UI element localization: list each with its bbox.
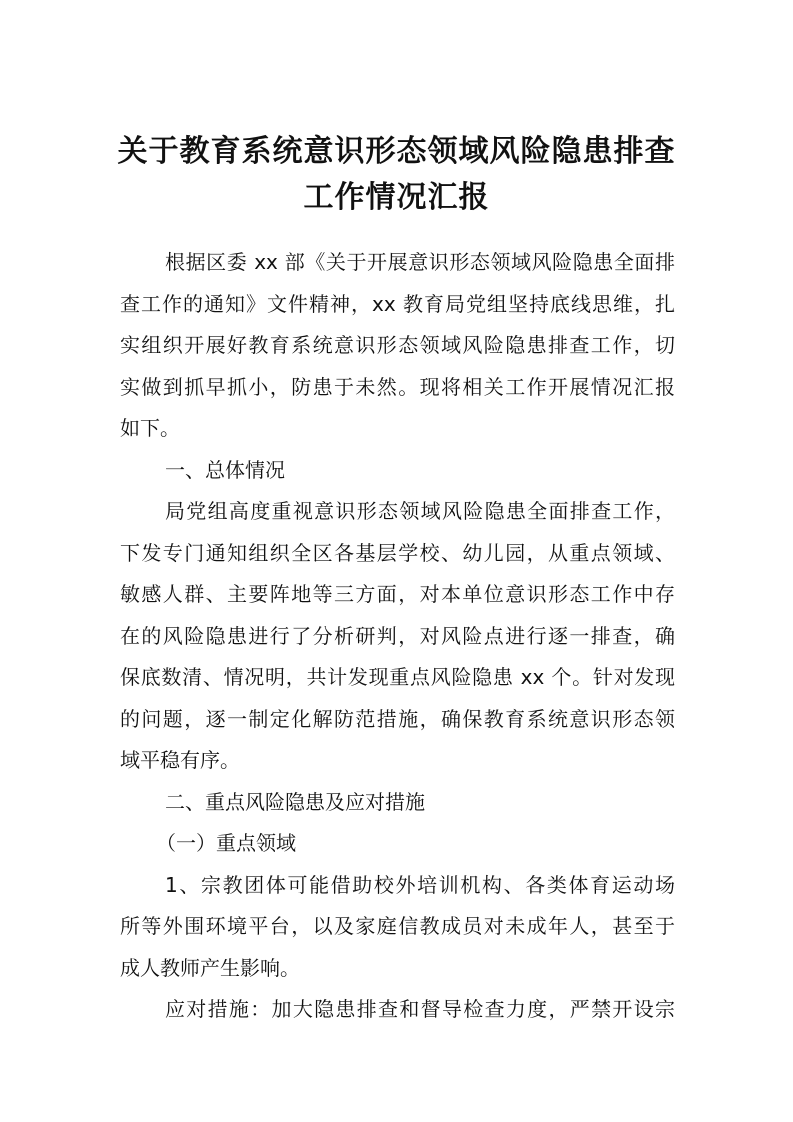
document-title-line-1: 关于教育系统意识形态领域风险隐患排查	[117, 134, 676, 169]
paragraph-line: 在的风险隐患进行了分析研判，对风险点进行逐一排查，确	[120, 623, 675, 648]
paragraph	[120, 450, 675, 492]
paragraph-line: 查工作的通知》文件精神，xx 教育局党组坚持底线思维，扎	[120, 291, 675, 316]
paragraph-line: 实做到抓早抓小，防患于未然。现将相关工作开展情况汇报	[120, 374, 675, 399]
paragraph-line: 1、宗教团体可能借助校外培训机构、各类体育运动场	[165, 872, 675, 897]
paragraph-line: 下发专门通知组织全区各基层学校、幼儿园，从重点领域、	[120, 540, 675, 565]
document-body	[120, 242, 675, 1031]
paragraph-line: 实组织开展好教育系统意识形态领域风险隐患排查工作，切	[120, 333, 675, 357]
document-title-line-2: 工作情况汇报	[303, 180, 490, 215]
paragraph	[120, 242, 675, 450]
paragraph-line: 一、总体情况	[165, 457, 285, 482]
paragraph-line: 所等外围环境平台，以及家庭信教成员对未成年人，甚至于	[120, 914, 675, 938]
paragraph-line: 成人教师产生影响。	[120, 955, 300, 980]
paragraph-line: 二、重点风险隐患及应对措施	[165, 789, 425, 814]
paragraph	[120, 823, 675, 865]
paragraph-line: 的问题，逐一制定化解防范措施，确保教育系统意识形态领	[120, 706, 675, 731]
paragraph	[120, 491, 675, 782]
paragraph-line: 保底数清、情况明，共计发现重点风险隐患 xx 个。针对发现	[120, 665, 675, 689]
paragraph-line: 敏感人群、主要阵地等三方面，对本单位意识形态工作中存	[120, 582, 675, 606]
paragraph	[120, 989, 675, 1031]
paragraph-line: 根据区委 xx 部《关于开展意识形态领域风险隐患全面排	[165, 250, 675, 274]
paragraph	[120, 782, 675, 824]
paragraph-line: 局党组高度重视意识形态领域风险隐患全面排查工作，	[165, 499, 675, 523]
paragraph-line: 应对措施：加大隐患排查和督导检查力度，严禁开设宗	[165, 997, 675, 1021]
paragraph-line: 域平稳有序。	[120, 748, 240, 772]
paragraph-line: 如下。	[120, 416, 180, 440]
paragraph	[120, 865, 675, 990]
paragraph-line: （一）重点领域	[156, 831, 296, 855]
